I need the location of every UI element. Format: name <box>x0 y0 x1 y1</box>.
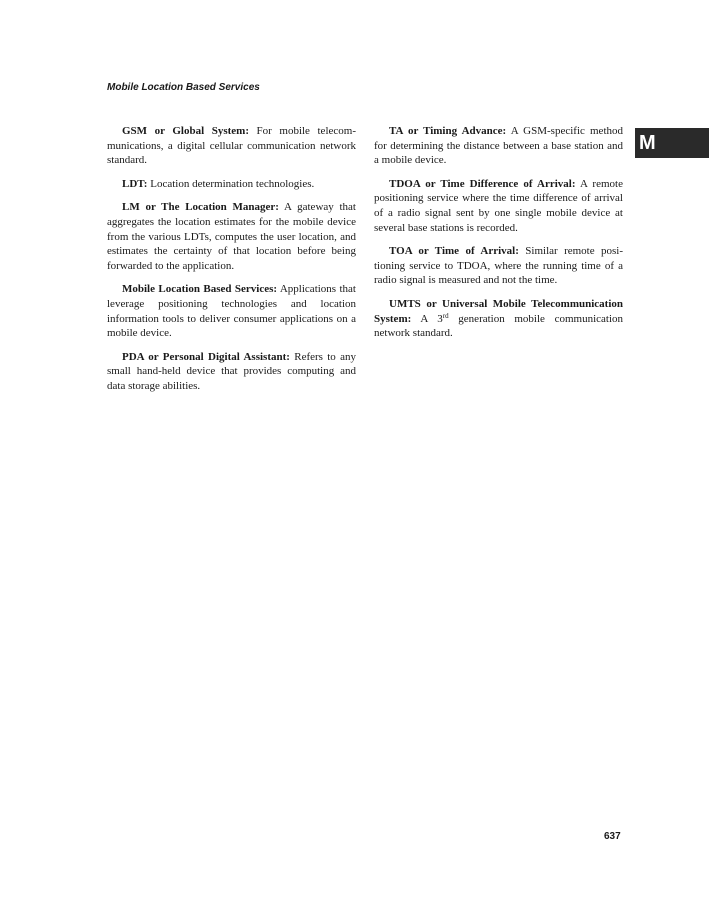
glossary-entry-ta <box>374 124 623 168</box>
glossary-definition: Applications that leverage positioning technologies and location information tools to deliver consumer applications on a mobile device. <box>107 283 356 340</box>
glossary-term: LDT: <box>122 177 148 190</box>
glossary-term: Mobile Location Based Services: <box>122 283 278 296</box>
glossary-entry-lm <box>107 200 356 273</box>
glossary-definition-part: A 3 <box>411 312 443 325</box>
glossary-definition: Location determination technologies. <box>147 177 315 190</box>
glossary-definition: Refers to any small hand-held device that provides computing and data storage abilities. <box>107 350 356 392</box>
running-head: Mobile Location Based Services <box>107 82 260 93</box>
right-column <box>374 124 623 350</box>
glossary-entry-mlbs <box>107 282 356 340</box>
glossary-definition-part: generation mobile communication network standard. <box>374 312 623 340</box>
glossary-term: TOA or Time of Arrival: <box>389 245 519 258</box>
glossary-definition: A remote positioning service where the time difference of arrival of a radio signal sent by one single mobile device at several base stations is recorded. <box>374 177 623 234</box>
glossary-entry-pda <box>107 350 356 394</box>
page-number: 637 <box>604 831 621 842</box>
glossary-term: GSM or Global System: <box>122 125 249 137</box>
glossary-term: TA or Timing Advance: <box>389 125 507 137</box>
left-column <box>107 124 356 403</box>
glossary-entry-ldt <box>107 177 356 192</box>
glossary-term: PDA or Personal Digital Assistant: <box>122 350 290 363</box>
glossary-definition: A gateway that aggregates the location estimates for the mobile device from the various LDTs, computes the user location, and estimates the certainty of that location before being forwarded to the application. <box>107 201 356 272</box>
glossary-entry-toa <box>374 244 623 288</box>
glossary-entry-umts <box>374 297 623 341</box>
glossary-definition: Similar remote positioning service to TDOA, where the running time of a radio signal is measured and not the time. <box>374 245 624 287</box>
glossary-definition: A GSM-specific method for determining the distance between a base station and a mobile device. <box>374 125 623 167</box>
ordinal-superscript: rd <box>442 311 449 320</box>
glossary-definition: For mobile telecommunications, a digital cellular communication network standard. <box>107 125 356 167</box>
glossary-entry-tdoa <box>374 177 623 235</box>
glossary-term: UMTS or Universal Mobile Telecommunication System: <box>374 297 623 325</box>
thumb-tab: M <box>635 128 709 158</box>
glossary-term: TDOA or Time Difference of Arrival: <box>389 177 576 190</box>
glossary-term: LM or The Location Manager: <box>122 201 279 214</box>
glossary-entry-gsm <box>107 124 356 168</box>
